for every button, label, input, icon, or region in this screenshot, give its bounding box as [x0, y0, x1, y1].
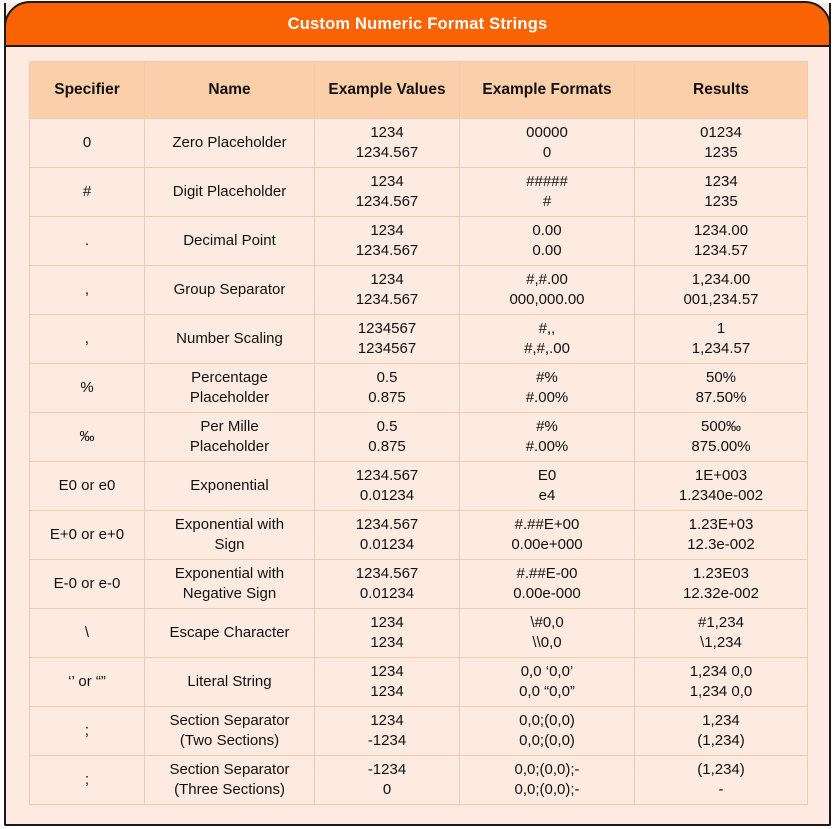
cell-example-values-line: 1234.567	[355, 291, 419, 308]
table-row	[30, 658, 808, 707]
table-container	[6, 47, 829, 825]
cell-example-values	[315, 364, 460, 413]
cell-example-formats-line: 0,0 ‘0,0’	[520, 662, 574, 680]
cell-name-line: Literal String	[187, 672, 272, 690]
cell-results	[635, 217, 808, 266]
cell-results-line: (1,234)	[697, 760, 745, 778]
cell-example-formats-line: 0,0;(0,0);-	[514, 781, 580, 798]
cell-example-values	[315, 168, 460, 217]
cell-results-line: 1E+003	[694, 466, 748, 484]
cell-results-line: 01234	[700, 123, 742, 141]
cell-example-formats-line: #%	[536, 368, 558, 386]
cell-example-formats	[460, 217, 635, 266]
cell-results	[635, 609, 808, 658]
cell-name	[145, 511, 315, 560]
cell-specifier: ;	[30, 756, 145, 805]
cell-example-formats-line: 00000	[526, 123, 568, 141]
cell-example-values	[315, 266, 460, 315]
cell-specifier: ‰	[30, 413, 145, 462]
cell-results-line: 1,234.57	[691, 340, 751, 357]
column-header-example-values: Example Values	[315, 62, 460, 119]
cell-example-values	[315, 609, 460, 658]
cell-results-line: 1234.57	[693, 242, 749, 259]
cell-example-formats	[460, 168, 635, 217]
cell-name-line: (Two Sections)	[179, 732, 280, 749]
cell-example-values-line: 0.875	[368, 438, 406, 455]
cell-results	[635, 315, 808, 364]
cell-example-formats-line: 0.00	[532, 242, 562, 259]
cell-example-values-line: 1234.567	[355, 242, 419, 259]
cell-example-formats	[460, 511, 635, 560]
cell-example-formats-line: 0.00	[532, 221, 562, 239]
cell-example-formats-line: #%	[536, 417, 558, 435]
cell-results-line: 500‰	[700, 417, 742, 435]
cell-example-values-line: 1234	[370, 711, 404, 729]
cell-name	[145, 364, 315, 413]
cell-example-values-line: 1234	[370, 172, 404, 190]
cell-results-line: 875.00%	[691, 438, 751, 455]
cell-results	[635, 658, 808, 707]
cell-results-line: 12.3e-002	[687, 536, 755, 553]
cell-example-formats	[460, 658, 635, 707]
cell-results	[635, 511, 808, 560]
cell-example-values-line: 1234567	[357, 319, 417, 337]
format-strings-panel	[4, 3, 831, 826]
cell-name-line: Negative Sign	[182, 585, 277, 602]
cell-example-values	[315, 560, 460, 609]
page-title: Custom Numeric Format Strings	[287, 14, 548, 33]
cell-example-values-line: 1234	[370, 634, 404, 651]
cell-example-formats-line: 0,0;(0,0)	[519, 732, 575, 749]
cell-results	[635, 364, 808, 413]
cell-specifier: ‘’ or “”	[30, 658, 145, 707]
cell-name-line: Section Separator	[169, 711, 290, 729]
cell-example-formats	[460, 756, 635, 805]
cell-example-formats-line: #.00%	[525, 389, 569, 406]
cell-example-formats-line: 0,0;(0,0)	[519, 711, 575, 729]
cell-example-values-line: 1234	[370, 613, 404, 631]
column-header-specifier: Specifier	[30, 62, 145, 119]
cell-name-line: (Three Sections)	[174, 781, 285, 798]
cell-example-values-line: 0.5	[376, 417, 398, 435]
cell-results-line: 12.32e-002	[683, 585, 759, 602]
cell-example-formats-line: #	[542, 193, 552, 210]
cell-results-line: 1.23E+03	[688, 515, 754, 533]
table-row	[30, 364, 808, 413]
table-row	[30, 266, 808, 315]
cell-results-line: \1,234	[700, 634, 742, 651]
cell-results-line: 87.50%	[695, 389, 747, 406]
cell-example-formats	[460, 707, 635, 756]
cell-example-values	[315, 315, 460, 364]
cell-example-values-line: 1234.567	[355, 466, 419, 484]
table-header-row	[30, 62, 808, 119]
cell-name	[145, 707, 315, 756]
cell-example-formats-line: #.##E-00	[516, 564, 578, 582]
cell-example-formats-line: #,#.00	[526, 270, 568, 288]
cell-name	[145, 217, 315, 266]
cell-example-formats-line: 0	[542, 144, 552, 161]
cell-specifier: E+0 or e+0	[30, 511, 145, 560]
cell-results-line: 1,234 0,0	[689, 662, 753, 680]
cell-name-line: Decimal Point	[183, 231, 276, 249]
cell-example-formats-line: 0.00e-000	[513, 585, 581, 602]
cell-example-formats	[460, 266, 635, 315]
cell-example-values-line: 1234	[370, 683, 404, 700]
cell-name-line: Digit Placeholder	[172, 182, 287, 200]
cell-example-values-line: 1234	[370, 270, 404, 288]
cell-name-line: Sign	[214, 536, 245, 553]
table-row	[30, 413, 808, 462]
cell-example-formats-line: #,#,.00	[524, 340, 570, 357]
cell-example-values	[315, 462, 460, 511]
cell-example-formats-line: #.00%	[525, 438, 569, 455]
table-row	[30, 315, 808, 364]
cell-name-line: Section Separator	[169, 760, 290, 778]
cell-example-values-line: 0.01234	[359, 585, 415, 602]
cell-example-formats-line: 0,0;(0,0);-	[514, 760, 580, 778]
cell-example-formats-line: #.##E+00	[514, 515, 580, 533]
cell-example-values-line: 1234567	[357, 340, 417, 357]
cell-example-values-line: 1234	[370, 123, 404, 141]
cell-example-formats	[460, 119, 635, 168]
cell-example-values-line: 1234.567	[355, 193, 419, 210]
cell-specifier: .	[30, 217, 145, 266]
cell-example-formats	[460, 413, 635, 462]
cell-example-formats	[460, 560, 635, 609]
cell-results-line: 1,234.00	[691, 270, 751, 288]
cell-example-values-line: 1234	[370, 221, 404, 239]
cell-example-values	[315, 413, 460, 462]
cell-example-values	[315, 511, 460, 560]
cell-results-line: 1234	[704, 172, 738, 190]
cell-example-formats-line: 0.00e+000	[511, 536, 583, 553]
cell-results-line: 1234.00	[693, 221, 749, 239]
cell-results-line: 1	[716, 319, 726, 337]
cell-specifier: E0 or e0	[30, 462, 145, 511]
cell-example-values-line: 1234.567	[355, 144, 419, 161]
cell-name	[145, 658, 315, 707]
cell-results	[635, 462, 808, 511]
cell-name	[145, 756, 315, 805]
cell-results-line: -	[718, 781, 724, 798]
cell-results-line: #1,234	[698, 613, 744, 631]
table-row	[30, 756, 808, 805]
table-row	[30, 119, 808, 168]
cell-results	[635, 560, 808, 609]
cell-specifier: 0	[30, 119, 145, 168]
cell-name	[145, 119, 315, 168]
cell-example-values-line: 0.01234	[359, 536, 415, 553]
cell-results-line: (1,234)	[697, 732, 745, 749]
cell-specifier: \	[30, 609, 145, 658]
cell-example-values-line: 0.01234	[359, 487, 415, 504]
cell-example-values-line: 0.5	[376, 368, 398, 386]
cell-results	[635, 168, 808, 217]
cell-example-values-line: -1234	[367, 732, 407, 749]
cell-name-line: Exponential	[190, 476, 269, 494]
cell-example-formats-line: #,,	[538, 319, 556, 337]
column-header-name: Name	[145, 62, 315, 119]
table-header	[30, 62, 808, 119]
cell-name-line: Percentage	[191, 368, 268, 386]
title-bar	[4, 1, 831, 47]
cell-name-line: Number Scaling	[176, 329, 283, 347]
cell-example-values	[315, 658, 460, 707]
cell-name	[145, 168, 315, 217]
cell-name	[145, 315, 315, 364]
cell-results-line: 001,234.57	[683, 291, 759, 308]
cell-specifier: %	[30, 364, 145, 413]
cell-example-formats-line: \\0,0	[532, 634, 562, 651]
cell-name-line: Placeholder	[189, 438, 270, 455]
cell-example-values-line: 1234	[370, 662, 404, 680]
column-header-example-formats: Example Formats	[460, 62, 635, 119]
cell-example-values	[315, 707, 460, 756]
cell-example-values-line: -1234	[367, 760, 407, 778]
table-row	[30, 707, 808, 756]
cell-name-line: Group Separator	[173, 280, 286, 298]
cell-example-formats-line: #####	[526, 172, 568, 190]
cell-example-values	[315, 119, 460, 168]
cell-results-line: 50%	[705, 368, 737, 386]
custom-numeric-format-table	[29, 61, 808, 805]
cell-name	[145, 560, 315, 609]
cell-example-formats	[460, 609, 635, 658]
cell-name-line: Per Mille	[200, 417, 259, 435]
cell-results-line: 1235	[704, 144, 738, 161]
table-row	[30, 168, 808, 217]
cell-results	[635, 266, 808, 315]
cell-results-line: 1,234	[702, 711, 740, 729]
cell-example-values-line: 1234.567	[355, 515, 419, 533]
cell-example-formats	[460, 364, 635, 413]
cell-results-line: 1.23E03	[693, 564, 749, 582]
cell-example-formats-line: \#0,0	[530, 613, 564, 631]
table-row	[30, 217, 808, 266]
cell-example-formats-line: 000,000.00	[509, 291, 585, 308]
table-row	[30, 560, 808, 609]
cell-results	[635, 413, 808, 462]
column-header-results: Results	[635, 62, 808, 119]
table-body	[30, 119, 808, 805]
cell-example-values-line: 1234.567	[355, 564, 419, 582]
cell-results-line: 1.2340e-002	[678, 487, 764, 504]
cell-specifier: ;	[30, 707, 145, 756]
cell-example-formats	[460, 462, 635, 511]
table-row	[30, 609, 808, 658]
cell-example-formats-line: 0,0 “0,0”	[519, 683, 575, 700]
cell-name-line: Zero Placeholder	[172, 133, 287, 151]
cell-name	[145, 609, 315, 658]
cell-results-line: 1,234 0,0	[689, 683, 753, 700]
table-row	[30, 511, 808, 560]
cell-example-formats-line: e4	[538, 487, 556, 504]
cell-name	[145, 413, 315, 462]
cell-example-values-line: 0.875	[368, 389, 406, 406]
cell-name-line: Exponential with	[174, 515, 285, 533]
cell-specifier: ,	[30, 266, 145, 315]
cell-name	[145, 462, 315, 511]
cell-results	[635, 119, 808, 168]
cell-example-formats-line: E0	[537, 466, 557, 484]
table-row	[30, 462, 808, 511]
cell-results	[635, 707, 808, 756]
cell-example-values	[315, 756, 460, 805]
cell-name-line: Escape Character	[169, 623, 290, 641]
cell-results	[635, 756, 808, 805]
cell-name	[145, 266, 315, 315]
cell-example-formats	[460, 315, 635, 364]
cell-name-line: Exponential with	[174, 564, 285, 582]
cell-specifier: E-0 or e-0	[30, 560, 145, 609]
cell-name-line: Placeholder	[189, 389, 270, 406]
cell-specifier: #	[30, 168, 145, 217]
cell-example-values-line: 0	[382, 781, 392, 798]
cell-results-line: 1235	[704, 193, 738, 210]
cell-specifier: ,	[30, 315, 145, 364]
cell-example-values	[315, 217, 460, 266]
